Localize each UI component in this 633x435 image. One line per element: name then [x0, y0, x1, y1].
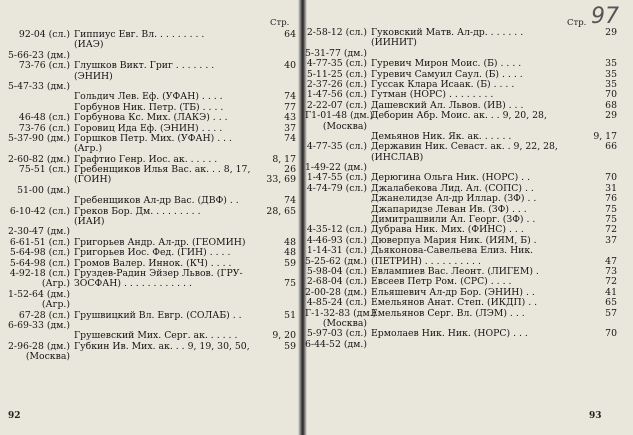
entry-name: Груздев-Радин Эйзер Львов. (ГРУ-	[74, 267, 243, 279]
entry-name: Графтио Генр. Иос. ак. . . . . .	[74, 153, 218, 165]
entry-name: Дерюгина Ольга Ник. (НОРС) . .	[371, 172, 531, 184]
phone-code: 2-37-26 (сл.)	[306, 78, 367, 90]
page-refs: 65	[605, 297, 617, 309]
page-refs: 72	[605, 224, 617, 236]
entry-name: Джалабекова Лид. Ал. (СОПС) . .	[371, 182, 534, 194]
index-entry	[305, 111, 633, 121]
phone-code: 5-25-62 (дм.)	[305, 255, 367, 267]
index-entry	[0, 61, 300, 71]
right-column-header: Стр.	[567, 18, 587, 28]
entry-name: (ИНСЛАВ)	[371, 151, 424, 163]
entry-name: Грушвицкий Вл. Евгр. (СОЛАБ) . .	[74, 309, 242, 321]
page-refs: 9, 17	[593, 130, 617, 142]
page-refs: 37	[284, 122, 296, 134]
phone-code: 5-97-03 (сл.)	[306, 328, 367, 340]
index-entry	[305, 340, 633, 350]
entry-name: (ЭНИН)	[74, 70, 113, 82]
entry-name: Горшков Петр. Мих. (УФАН) . . .	[74, 132, 232, 144]
page-refs: 76	[605, 193, 617, 205]
entry-name: Дьяконова-Савельева Елиз. Ник.	[371, 245, 534, 257]
entry-name: Григорьев Андр. Ал-др. (ГЕОМИН)	[74, 236, 246, 248]
entry-name: Дашевский Ал. Львов. (ИВ) . . .	[371, 99, 524, 111]
page-refs: 29	[605, 27, 617, 38]
entry-name: Димитрашвили Ал. Георг. (ЗФ) . .	[371, 214, 536, 226]
phone-code: (Агр.)	[41, 278, 70, 290]
entry-name: Греков Бор. Дм. . . . . . . . .	[74, 205, 201, 217]
page-refs: 73	[605, 265, 617, 277]
page-refs: 57	[605, 307, 617, 319]
entry-name: Глушков Викт. Григ . . . . . . .	[74, 60, 215, 72]
phone-code: 2-00-28 (дм.)	[305, 286, 367, 298]
phone-code: 5-98-04 (сл.)	[306, 265, 367, 277]
entry-name: (Агр.)	[74, 143, 103, 155]
entry-name: Демьянов Ник. Як. ак. . . . . .	[371, 130, 512, 142]
phone-code: 92-04 (сл.)	[18, 29, 70, 40]
phone-code: 2-58-12 (сл.)	[306, 27, 367, 38]
right-page-number: 93	[589, 411, 602, 421]
phone-code: 4-74-79 (сл.)	[306, 182, 367, 194]
page-refs: 29	[605, 110, 617, 122]
entry-name: Громов Валер. Иннок. (КЧ) . . . .	[74, 257, 232, 269]
page-refs: 43	[284, 112, 296, 124]
page-refs: 75	[605, 203, 617, 215]
phone-code: 4-35-12 (сл.)	[306, 224, 367, 236]
phone-code: 2-30-47 (дм.)	[8, 226, 70, 238]
entry-name: Григорьев Иос. Фед. (ГИН) . . . .	[74, 247, 231, 259]
page-refs: 35	[605, 58, 617, 70]
page-refs: 26	[284, 164, 296, 176]
index-entry	[0, 207, 300, 217]
page-refs: 75	[605, 214, 617, 226]
phone-code: 51-00 (дм.)	[17, 184, 70, 196]
right-entries-list	[305, 28, 633, 350]
page-refs: 35	[605, 78, 617, 90]
page-refs: 70	[605, 89, 617, 101]
entry-name: Горбунов Ник. Петр. (ТБ) . . . .	[74, 101, 224, 113]
page-refs: 59	[284, 257, 296, 269]
phone-code: 5-37-90 (дм.)	[8, 132, 70, 144]
index-entry	[0, 165, 300, 175]
phone-code: 73-76 (сл.)	[18, 122, 70, 134]
page-refs: 72	[605, 276, 617, 288]
entry-name: ЗОСФАН) . . . . . . . . . . . .	[74, 278, 192, 290]
left-page-number: 92	[8, 411, 21, 421]
phone-code: 1-49-22 (дм.)	[305, 162, 367, 174]
phone-code: 4-46-93 (сл.)	[306, 234, 367, 246]
page-refs: 64	[284, 29, 296, 40]
phone-code: 75-51 (сл.)	[18, 164, 70, 176]
handwritten-page-mark: 97	[591, 4, 619, 29]
page-refs: 28, 65	[266, 205, 296, 217]
phone-code: 5-31-77 (дм.)	[305, 47, 367, 59]
left-column-header: Стр.	[270, 18, 290, 28]
entry-name: (ГОИН)	[74, 174, 112, 186]
phone-code: 5-66-23 (дм.)	[8, 49, 70, 61]
page-refs: 66	[605, 141, 617, 153]
entry-name: Дубрава Ник. Мих. (ФИНС) . . .	[371, 224, 524, 236]
entry-name: Ермолаев Ник. Ник. (НОРС) . . .	[371, 328, 528, 340]
entry-name: Гутман (НОРС) . . . . . . . .	[371, 89, 494, 101]
page-refs: 35	[605, 68, 617, 80]
entry-name: Джанелидзе Ал-др Иллар. (ЗФ) . .	[371, 193, 537, 205]
page-refs: 74	[284, 132, 296, 144]
page-refs: 40	[284, 60, 296, 72]
phone-code: (Агр.)	[41, 299, 70, 311]
phone-code: 5-11-25 (сл.)	[306, 68, 367, 80]
entry-name: Гребенщиков Ал-др Вас. (ДВФ) . .	[74, 195, 239, 207]
index-entry	[0, 352, 300, 362]
page-refs: 74	[284, 195, 296, 207]
phone-code: 2-68-04 (сл.)	[306, 276, 367, 288]
entry-name: (ПЕТРИН) . . . . . . . . . .	[371, 255, 481, 267]
entry-name: (ИАИ)	[74, 216, 105, 228]
phone-code: 5-47-33 (дм.)	[8, 80, 70, 92]
index-entry	[0, 113, 300, 123]
phone-code: 4-85-24 (сл.)	[306, 297, 367, 309]
entry-name: (ИАЭ)	[74, 39, 104, 51]
entry-name: Ельяшевич Ал-др Бор. (ЭНИН) . .	[371, 286, 535, 298]
entry-name: Гуревич Самуил Саул. (Б) . . . .	[371, 68, 523, 80]
phone-code: 4-77-35 (сл.)	[306, 141, 367, 153]
index-entry	[0, 30, 300, 40]
entry-name: Горовиц Ида Еф. (ЭНИН) . . . .	[74, 122, 223, 134]
entry-name: Евсеев Петр Ром. (СРС) . . . .	[371, 276, 512, 288]
entry-name: Гребенщиков Илья Вас. ак. . . 8, 17,	[74, 164, 251, 176]
page-refs: 68	[605, 99, 617, 111]
entry-name: Грушевский Мих. Серг. ак. . . . . .	[74, 330, 238, 342]
page-refs: 33, 69	[266, 174, 296, 186]
phone-code: 4-77-35 (сл.)	[306, 58, 367, 70]
page-refs: 77	[284, 101, 296, 113]
entry-name: Емельянов Серг. Вл. (ЛЭМ) . . .	[371, 307, 525, 319]
page-refs: 70	[605, 172, 617, 184]
phone-code: (Москва)	[25, 351, 70, 363]
page-refs: 51	[284, 309, 296, 321]
index-entry	[305, 142, 633, 152]
entry-name: Гуревич Мирон Моис. (Б) . . . .	[371, 58, 522, 70]
index-entry	[0, 134, 300, 144]
entry-name: (ИИНИТ)	[371, 37, 417, 49]
phone-code: 6-44-52 (дм.)	[305, 338, 367, 350]
page-refs: 31	[605, 182, 617, 194]
phone-code: Г-1-32-83 (дм.)	[305, 307, 377, 319]
phone-code: 73-76 (сл.)	[18, 60, 70, 72]
index-entry	[305, 59, 633, 69]
page-refs: 48	[284, 236, 296, 248]
phone-code: (Москва)	[322, 120, 367, 132]
phone-code: 6-69-33 (дм.)	[8, 319, 70, 331]
phone-code: 1-47-56 (сл.)	[306, 89, 367, 101]
page-refs: 37	[605, 234, 617, 246]
entry-name: Державин Ник. Севаст. ак. . 9, 22, 28,	[371, 141, 558, 153]
phone-code: 1-47-55 (сл.)	[306, 172, 367, 184]
phone-code: 46-48 (сл.)	[18, 112, 70, 124]
phone-code: 5-64-98 (сл.)	[9, 247, 70, 259]
phone-code: 2-60-82 (дм.)	[8, 153, 70, 165]
entry-name: Губкин Ив. Мих. ак. . . 9, 19, 30, 50,	[74, 340, 250, 352]
page-refs: 8, 17	[272, 153, 296, 165]
page-refs: 47	[605, 255, 617, 267]
entry-name: Гуковский Матв. Ал-др. . . . . . .	[371, 27, 524, 38]
page-refs: 74	[284, 91, 296, 103]
index-entry	[305, 28, 633, 38]
page-refs: 75	[284, 278, 296, 290]
entry-name: Горбунова Кс. Мих. (ЛАКЭ) . . .	[74, 112, 228, 124]
phone-code: 1-52-64 (дм.)	[8, 288, 70, 300]
entry-name: Гуссак Клара Исаак. (Б) . . . .	[371, 78, 515, 90]
page-refs: 41	[605, 286, 617, 298]
left-page	[0, 0, 300, 435]
index-entry	[0, 300, 300, 310]
entry-name: Гольдич Лев. Еф. (УФАН) . . . .	[74, 91, 223, 103]
phone-code: Г1-01-48 (дм.)	[305, 110, 374, 122]
entry-name: Дюверпуа Мария Ник. (ИЯМ, Б) .	[371, 234, 537, 246]
entry-name: Деборин Абр. Моис. ак. . . 9, 20, 28,	[371, 110, 547, 122]
phone-code: 4-92-18 (сл.)	[9, 267, 70, 279]
index-entry	[305, 298, 633, 308]
phone-code: (Москва)	[322, 317, 367, 329]
entry-name: Емельянов Анат. Степ. (ИКДП) . .	[371, 297, 538, 309]
page-refs: 9, 20	[272, 330, 296, 342]
left-entries-list	[0, 30, 300, 363]
page-refs: 59	[284, 340, 296, 352]
phone-code: 67-28 (сл.)	[18, 309, 70, 321]
entry-name: Гиппиус Евг. Вл. . . . . . . . .	[74, 29, 205, 40]
entry-name: Евлампиев Вас. Леонт. (ЛИГЕМ) .	[371, 265, 539, 277]
entry-name: Джапаридзе Леван Ив. (ЗФ) . . .	[371, 203, 527, 215]
phone-code: 6-61-51 (сл.)	[9, 236, 70, 248]
phone-code: 6-10-42 (сл.)	[9, 205, 70, 217]
phone-code: 5-64-98 (сл.)	[9, 257, 70, 269]
page-refs: 48	[284, 247, 296, 259]
page-refs: 70	[605, 328, 617, 340]
phone-code: 2-22-07 (сл.)	[306, 99, 367, 111]
right-page	[305, 0, 633, 435]
phone-code: 1-14-31 (сл.)	[306, 245, 367, 257]
phone-code: 2-96-28 (дм.)	[8, 340, 70, 352]
